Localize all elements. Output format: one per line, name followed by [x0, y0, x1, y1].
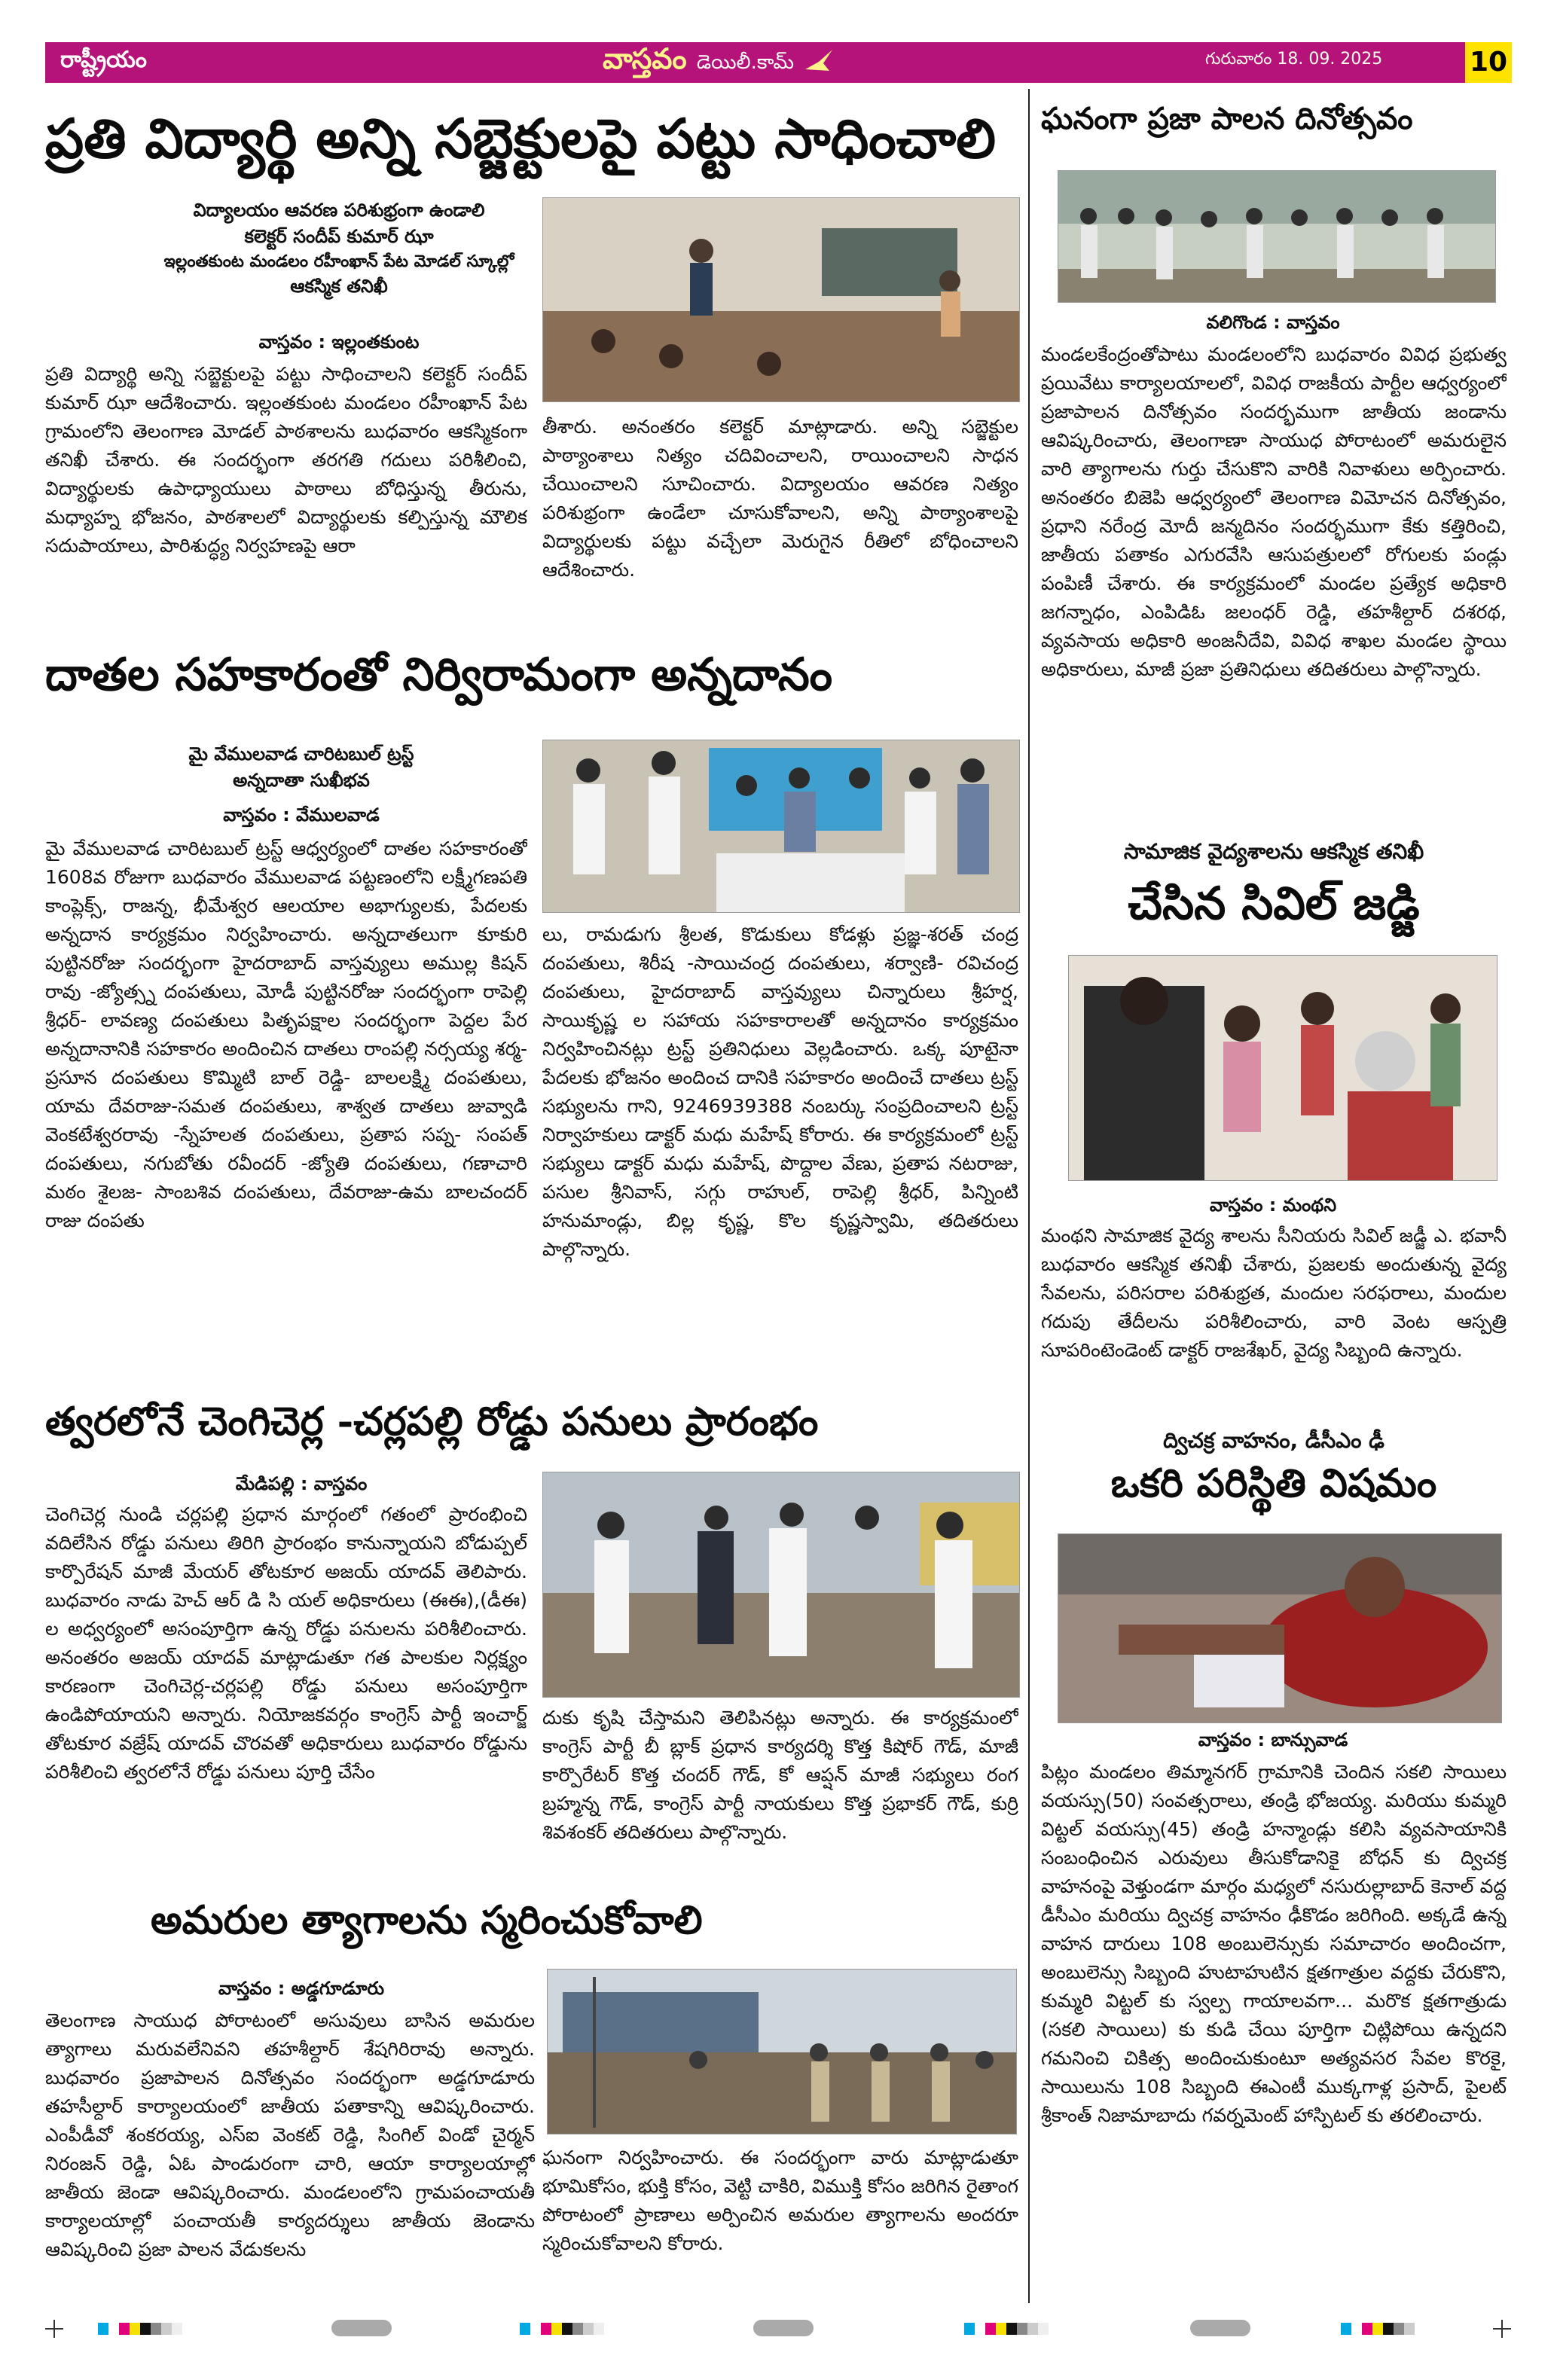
article1-photo-classroom [542, 197, 1020, 402]
article3-headline: త్వరలోనే చెంగిచెర్ల -చర్లపల్లి రోడ్డు పనులు ప్రారంభం [45, 1399, 819, 1445]
article4-photo-flag-hoisting [547, 1969, 1017, 2134]
article5-dateline: వలిగొండ : వాస్తవం [1206, 312, 1340, 333]
article2-subheads [113, 741, 490, 794]
article2-sub-2: అన్నదాతా సుఖీభవ [233, 769, 370, 791]
article1-sub-4: ఆకస్మిక తనిఖీ [290, 276, 388, 298]
article6-kicker: సామాజిక వైద్యశాలను ఆకస్మిక తనిఖీ [1123, 839, 1424, 864]
section-label: రాష్ట్రీయం [60, 47, 147, 73]
article6-body: మంథని సామాజిక వైద్య శాలను సీనియరు సివిల్ జడ్జీ ఎ. భవానీ బుధవారం ఆకస్మిక తనిఖీ చేశారు, ప్రజలకు అందుతున్న వైద్య సేవలను, పరిసరాల పరిశుభ్రత, మందుల సరఫరాలు, మందుల గదుపు తేదీలను పరిశీలించారు, వారి వెంట ఆస్పత్రి సూపరింటెండెంట్ డాక్టర్ రాజశేఖర్, వైద్య సిబ్బంది ఉన్నారు. [1041, 1225, 1507, 1361]
article2-sub-1: మై వేములవాడ చారిటబుల్ ట్రస్ట్ [188, 743, 414, 764]
color-bar [1341, 2323, 1415, 2338]
article2-photo-annadanam [542, 740, 1020, 913]
issue-date: గురువారం 18. 09. 2025 [1205, 50, 1383, 69]
article1-headline: ప్రతి విద్యార్థి అన్ని సబ్జెక్టులపై పట్టు సాధించాలి [45, 106, 996, 170]
article1-sub-3: ఇల్లంతకుంట మండలం రహీంఖాన్ పేట మోడల్ స్కూల్లో [163, 252, 514, 271]
color-bar [520, 2323, 604, 2338]
article6-dateline: వాస్తవం : మంథని [1209, 1195, 1337, 1216]
article2-col2: లు, రామడుగు శ్రీలత, కొడుకులు కోడళ్లు ప్రజ్ఞ-శరత్ చంద్ర దంపతులు, శిరీష -సాయిచంద్ర దంపతులు, శర్వాణి- రవిచంద్ర దంపతులు, హైదరాబాద్ వాస్తవ్యులు చిన్నారులు శ్రీహర్ష, సాయికృష్ణ ల సహాయ సహకారాలతో అన్నదానం కార్యక్రమం నిర్వహించినట్లు ట్రస్ట్ ప్రతినిధులు వెల్లడించారు. ఒక్క పూటైనా పేదలకు భోజనం అందించ దానికి సహకారం అందించే దాతలు ట్రస్ట్ సభ్యులను గాని, 9246939388 నంబర్కు సంప్రదించాలని ట్రస్ట్ నిర్వాహకులు డాక్టర్ మధు మహేష్ కోరారు. ఈ కార్యక్రమంలో ట్రస్ట్ సభ్యులు డాక్టర్ మధు మహేష్, పొద్దాల వేణు, ప్రతాప నటరాజు, పసుల శ్రీనివాస్, సగ్గు రాహుల్, రాపెల్లి శ్రీధర్, పిన్నింటి హనుమాండ్లు, బిల్ల కృష్ణ, కొల కృష్ణస్వామి, తదితరులు పాల్గొన్నారు. [542, 923, 1018, 1260]
registration-pill [331, 2320, 392, 2336]
article4-col2: ఘనంగా నిర్వహించారు. ఈ సందర్భంగా వారు మాట్లాడుతూ భూమికోసం, భుక్తి కోసం, వెట్టి చాకిరి, విముక్తి కోసం జరిగిన రైతాంగ పోరాటంలో ప్రాణాలు అర్పించిన అమరుల త్యాగాలను అందరూ స్మరించుకోవాలని కోరారు. [542, 2147, 1018, 2254]
brand-logo [603, 42, 834, 83]
article6-headline: చేసిన సివిల్ జడ్జి [1128, 877, 1420, 930]
article7-kicker: ద్విచక్ర వాహనం, డీసీఎం ఢీ [1163, 1428, 1385, 1453]
article6-photo-hospital [1068, 955, 1497, 1181]
registration-mark-icon [45, 2320, 63, 2341]
article1-sub-1: విద్యాలయం ఆవరణ పరిశుభ్రంగా ఉండాలి [193, 200, 485, 221]
article2-dateline: వాస్తవం : వేములవాడ [223, 804, 380, 825]
article2-col1: మై వేములవాడ చారిటబుల్ ట్రస్ట్ ఆధ్వర్యంలో దాతల సహకారంతో 1608వ రోజుగా బుధవారం వేములవాడ పట్టణంలోని లక్ష్మీగణపతి కాంప్లెక్స్, రాజన్న, భీమేశ్వర ఆలయాల అభాగ్యులకు, పేదలకు అన్నదాన కార్యక్రమం నిర్వహించారు. అన్నదాతలుగా కూకురి పుట్టినరోజు సందర్భంగా హైదరాబాద్ వాస్తవ్యులు అముల్ల కిషన్ రావు -జ్యోత్స్న దంపతులు, మోడీ పుట్టినరోజు సందర్భంగా రాపెల్లి శ్రీధర్- లావణ్య దంపతులు పితృపక్షాల సందర్భంగా పెద్దల పేర అన్నదానానికి సహకారం అందించిన దాతలు రాంపల్లి నర్సయ్య శర్మ- ప్రసూన దంపతులు కొమ్మిటి బాల్ రెడ్డి- బాలలక్ష్మి దంపతులు, యామ దేవరాజు-సమత దంపతులు, శాశ్వత దాతలు జువ్వాడి వెంకటేశ్వరరావు -స్నేహలత దంపతులు, ప్రతాప సప్న- సంపత్ దంపతులు, నగుబోతు రవీందర్ -జ్యోతి దంపతులు, గణాచారి మఠం శైలజ- సాంబశివ దంపతులు, దేవరాజు-ఉమ బాలచందర్ రాజు దంపతు [45, 838, 527, 1231]
registration-pill [1190, 2320, 1250, 2336]
color-bar [964, 2323, 1049, 2338]
color-bar [98, 2323, 182, 2338]
registration-pill [753, 2320, 814, 2336]
article3-dateline: మేడిపల్లి : వాస్తవం [235, 1473, 368, 1494]
article5-body: మండలకేంద్రంతోపాటు మండలంలోని బుధవారం వివిధ ప్రభుత్వ ప్రయివేటు కార్యాలయాలలో, వివిధ రాజకీయ పార్టీల ఆధ్వర్యంలో ప్రజాపాలన దినోత్సవం సందర్భముగా జాతీయ జండాను ఆవిష్కరించారు, తెలంగాణా సాయుధ పోరాటంలో అమరులైన వారి త్యాగాలను గుర్తు చేసుకొని వారికి నివాళులు అర్పించారు. అనంతరం బిజెపి ఆధ్వర్యంలో తెలంగాణ విమోచన దినోత్సవం, ప్రధాని నరేంద్ర మోదీ జన్మదినం సందర్భముగా కేకు కత్తిరించి, జాతీయ పతాకం ఎగురవేసి ఆసుపత్రులలో రోగులకు పండ్లు పంపిణీ చేశారు. ఈ కార్యక్రమంలో మండల ప్రత్యేక అధికారి జగన్నాధం, ఎంపిడిఓ జలంధర్ రెడ్డి, తహశీల్దార్ దశరథ, వ్యవసాయ అధికారి అంజనీదేవి, వివిధ శాఖల మండల స్థాయి అధికారులు, మాజీ ప్రజా ప్రతినిధులు తదితరులు పాల్గొన్నారు. [1041, 343, 1507, 680]
article4-dateline: వాస్తవం : అడ్డగూడూరు [218, 1978, 385, 1999]
registration-mark-icon [1493, 2320, 1511, 2341]
article5-photo-celebration [1058, 170, 1496, 303]
article1-col1: ప్రతి విద్యార్థి అన్ని సబ్జెక్టులపై పట్టు సాధించాలని కలెక్టర్ సందీప్ కుమార్ ఝా ఆదేశించారు. ఇల్లంతకుంట మండలం రహీంఖాన్ పేట గ్రామంలోని తెలంగాణ మోడల్ పాఠశాలను బుధవారం ఆకస్మికంగా తనిఖీ చేశారు. ఈ సందర్భంగా తరగతి గదులు పరిశీలించి, విద్యార్థులకు ఉపాధ్యాయులు పాఠాలు బోధిస్తున్న తీరును, మధ్యాహ్న భోజనం, పాఠశాలలో విద్యార్థులకు కల్పిస్తున్న మౌలిక సదుపాయాలు, పారిశుద్ధ్య నిర్వహణపై ఆరా [45, 363, 527, 557]
brand-name: వాస్తవం [603, 42, 687, 75]
article7-body: పిట్లం మండలం తిమ్మానగర్ గ్రామానికి చెందిన సకలి సాయిలు వయస్సు(50) సంవత్సరాలు, తండ్రి భోజయ్య. మరియు కుమ్మరి విట్టల్ వయస్సు(45) తండ్రి హన్మాండ్లు కలిసి వ్యవసాయానికి సంబంధించిన ఎరువులు తీసుకోడానికై బోధన్ కు ద్విచక్ర వాహనంపై వెళ్తుండగా మార్గం మధ్యలో నసురుల్లాబాద్ కెనాల్ వద్ద డీసీఎం మరియు ద్విచక్ర వాహనం ఢీకొడం జరిగింది. అక్కడే ఉన్న వాహన దారులు 108 అంబులెన్సుకు సమాచారం అందించగా, అంబులెన్సు సిబ్బంది హుటాహుటిన క్షతగాత్రుల వద్దకు చేరుకొని, కుమ్మరి విట్టల్ కు స్వల్ప గాయాలవగా... మరొక క్షతగాత్రుడు (సకలి సాయిలు) కు కుడి చేయి పూర్తిగా చిట్లిపోయి ఉన్నదని గమనించి చికిత్స అందించుకుంటూ అత్యవసర సేవల కొరకై, సాయిలును 108 సిబ్బంది ఈఎంటీ ముక్కగాళ్ల ప్రసాద్, పైలట్ శ్రీకాంత్ నిజామాబాదు గవర్నమెంట్ హాస్పిటల్ కు తరలించారు. [1041, 1761, 1507, 2126]
article4-col1: తెలంగాణ సాయుధ పోరాటంలో అసువులు బాసిన అమరుల త్యాగాలు మరువలేనివని తహశీల్దార్ శేషగిరిరావు అన్నారు. బుధవారం ప్రజాపాలన దినోత్సవం సందర్భంగా అడ్డగూడూరు తహసీల్దార్ కార్యాలయంలో జాతీయ పతాకాన్ని ఆవిష్కరించారు. ఎంపీడీవో శంకరయ్య, ఎస్ఐ వెంకట్ రెడ్డి, సింగిల్ విండో చైర్మన్ నిరంజన్ రెడ్డి, ఏఓ పాండురంగా చారి, ఆయా కార్యాలయాల్లో జాతీయ జెండా ఆవిష్కరించారు. మండలంలోని గ్రామపంచాయతీ కార్యాలయాల్లో పంచాయతీ కార్యదర్శులు జాతీయ జెండాను ఆవిష్కరించి ప్రజా పాలన వేడుకలను [45, 2009, 535, 2260]
article5-headline: ఘనంగా ప్రజా పాలన దినోత్సవం [1041, 101, 1413, 136]
article7-dateline: వాస్తవం : బాన్సువాడ [1198, 1729, 1348, 1750]
article1-subheads [151, 197, 527, 300]
article1-col2: తీశారు. అనంతరం కలెక్టర్ మాట్లాడారు. అన్ని సబ్జెక్టుల పాఠ్యాంశాలు నిత్యం చదివించాలని, రాయించాలని సాధన చేయించాలని సూచించారు. విద్యాలయం ఆవరణ నిత్యం పరిశుభ్రంగా ఉండేలా చూసుకోవాలని, అన్ని పాఠ్యాంశాలపై విద్యార్థులకు పట్టు వచ్చేలా మెరుగైన రీతిలో బోధించాలని ఆదేశించారు. [542, 416, 1018, 581]
brand-suffix: డెయిలీ.కామ్ [696, 51, 794, 74]
article3-photo-road-inspection [542, 1472, 1020, 1698]
article4-headline: అమరుల త్యాగాలను స్మరించుకోవాలి [151, 1897, 703, 1943]
article1-sub-2: కలెక్టర్ సందీప్ కుమార్ ఝా [244, 225, 434, 247]
article3-col2: దుకు కృషి చేస్తామని తెలిపినట్లు అన్నారు. ఈ కార్యక్రమంలో కాంగ్రెస్ పార్టీ బీ బ్లాక్ ప్రధాన కార్యదర్శి కొత్త కిషోర్ గౌడ్, మాజీ కార్పొరేటర్ కొత్త చందర్ గౌడ్, కో ఆప్షన్ మాజీ సభ్యులు రంగ బ్రహ్మన్న గౌడ్, కాంగ్రెస్ పార్టీ నాయకులు కొత్త ప్రభాకర్ గౌడ్, కుర్రి శివశంకర్ తదితరులు పాల్గొన్నారు. [542, 1707, 1018, 1843]
article1-dateline: వాస్తవం : ఇల్లంతకుంట [258, 331, 420, 352]
article7-photo-accident [1058, 1533, 1502, 1723]
article3-col1: చెంగిచెర్ల నుండి చర్లపల్లి ప్రధాన మార్గంలో గతంలో ప్రారంభించి వదిలేసిన రోడ్డు పనులు తిరిగి ప్రారంభం కానున్నాయని బోడుప్పల్ కార్పొరేషన్ మాజీ మేయర్ తోటకూర అజయ్ యాదవ్ తెలిపారు. బుధవారం నాడు హెచ్ ఆర్ డి సి యల్ అధికారులు (ఈఈ),(డీఈ) ల అధ్వర్యంలో అసంపూర్తిగా ఉన్న రోడ్డు పనులను పరిశీలించారు. అనంతరం అజయ్ యాదవ్ మాట్లాడుతూ గత పాలకుల నిర్లక్ష్యం కారణంగా చెంగిచెర్ల-చర్లపల్లి రోడ్డు పనులు అసంపూర్తిగా ఉండిపోయాయని అన్నారు. నియోజకవర్గం కాంగ్రెస్ పార్టీ ఇంచార్జ్ తోటకూర వజ్రేష్ యాదవ్ చొరవతో అధికారులు బుధవారం రోడ్డును పరిశీలించి త్వరలోనే రోడ్డు పనులు పూర్తి చేసేం [45, 1503, 527, 1783]
article2-headline: దాతల సహకారంతో నిర్విరామంగా అన్నదానం [45, 648, 833, 701]
page-number: 10 [1465, 42, 1512, 83]
article7-headline: ఒకరి పరిస్థితి విషమం [1110, 1460, 1437, 1506]
bird-logo-icon [804, 48, 834, 74]
column-divider [1028, 89, 1030, 2303]
